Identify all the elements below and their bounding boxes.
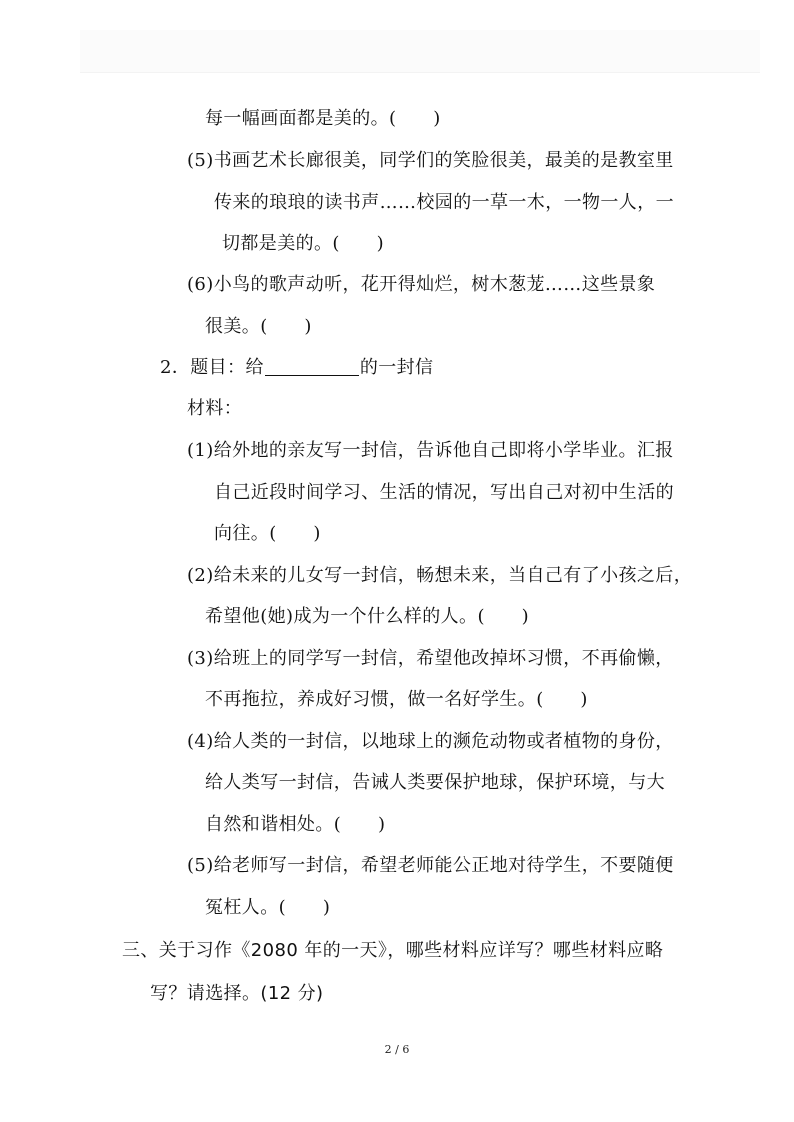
q2-item1-line-0: (1)给外地的亲友写一封信，告诉他自己即将小学毕业。汇报: [187, 440, 674, 461]
s1-item6-line-1: 很美。( ): [205, 316, 312, 337]
q2-item4-line-0: (4)给人类的一封信，以地球上的濒危动物或者植物的身份，: [187, 731, 674, 752]
q2-item2-line-1: 希望他(她)成为一个什么样的人。( ): [205, 606, 530, 627]
q2-item4-line-2: 自然和谐相处。( ): [205, 814, 386, 835]
q2-item1-line-1: 自己近段时间学习、生活的情况，写出自己对初中生活的: [214, 482, 674, 503]
q2-title-blank[interactable]: [265, 357, 359, 376]
q2-item1-line-2: 向往。( ): [214, 523, 321, 544]
page-number: 2 / 6: [384, 1043, 410, 1056]
s1-item6-line-0: (6)小鸟的歌声动听，花开得灿烂，树木葱茏……这些景象: [187, 274, 656, 295]
q2-item3-line-1: 不再拖拉，养成好习惯，做一名好学生。( ): [205, 689, 588, 710]
q2-title-prefix: 2．题目：给: [160, 357, 264, 378]
q2-item3-line-0: (3)给班上的同学写一封信，希望他改掉坏习惯，不再偷懒，: [187, 648, 674, 669]
q2-item2-line-0: (2)给未来的儿女写一封信，畅想未来，当自己有了小孩之后，: [187, 565, 693, 586]
q2-title: [160, 357, 433, 379]
s1-item5-line-1: 传来的琅琅的读书声……校园的一草一木，一物一人，一: [214, 192, 674, 213]
s1-line-0: 每一幅画面都是美的。( ): [205, 108, 441, 129]
page-header-band: [80, 30, 760, 73]
s3-line-1: 写？请选择。(12 分): [150, 983, 324, 1004]
s1-item5-line-0: (5)书画艺术长廊很美，同学们的笑脸很美，最美的是教室里: [187, 150, 674, 171]
s3-line-0: 三、关于习作《2080 年的一天》，哪些材料应详写？哪些材料应略: [122, 940, 664, 961]
q2-item5-line-0: (5)给老师写一封信，希望老师能公正地对待学生，不要随便: [187, 855, 674, 876]
s1-item5-line-2: 切都是美的。( ): [222, 233, 385, 254]
q2-material-label: 材料：: [187, 398, 243, 419]
q2-item5-line-1: 冤枉人。( ): [205, 897, 331, 918]
q2-title-suffix: 的一封信: [359, 357, 434, 378]
q2-item4-line-1: 给人类写一封信，告诫人类要保护地球，保护环境，与大: [205, 772, 665, 793]
